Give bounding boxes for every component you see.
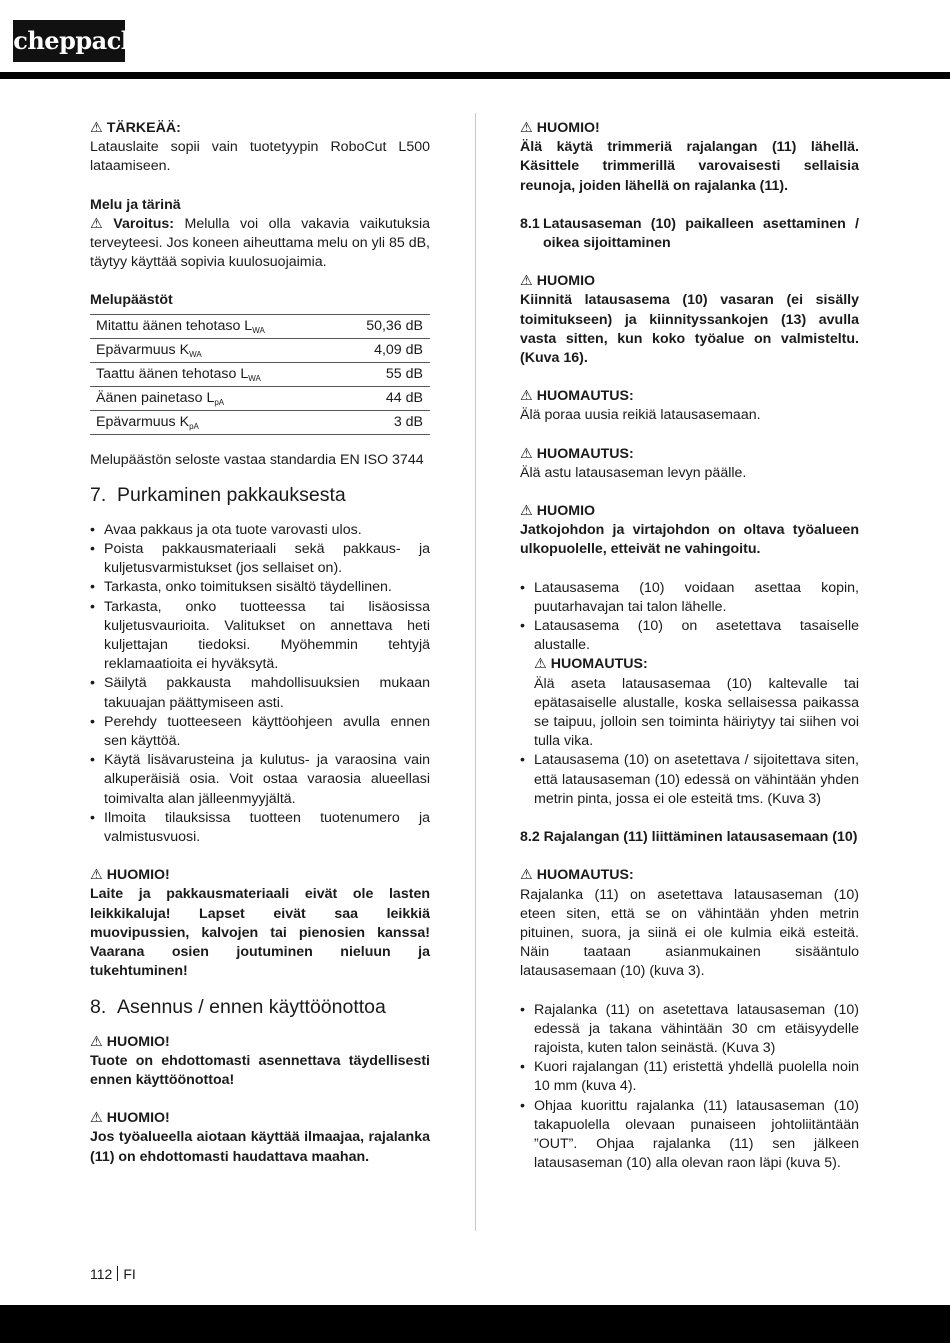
table-row: Mitattu äänen tehotaso $L_{WA}$ 50,36 dB — [90, 314, 430, 338]
list-item: • Poista pakkausmateriaali sekä pakkaus- ja kuljetusvarmistukset (jos sellaiset on). — [90, 540, 430, 578]
note-heading: ⚠ HUOMIO — [520, 273, 596, 290]
warning-triangle-icon: ⚠ — [90, 1110, 103, 1127]
unpacking-list — [90, 521, 430, 847]
caution-text: Älä käytä trimmeriä rajalangan (11) lähellä. Käsittele trimmerillä varovaisesti sellaisia reunoja, joiden lähellä on rajalanka (11). — [520, 139, 859, 194]
caution-heading: ⚠ HUOMIO! — [520, 120, 600, 136]
list-item: • Rajalanka (11) on asetettava latausaseman (10) edessä ja takana vähintään 30 cm etäisyydelle rajoista, kuten talon seinästä. (Kuva 3) — [520, 1001, 859, 1059]
list-item: • Perehdy tuotteeseen käyttöohjeen avulla ennen sen käyttöä. — [90, 713, 430, 751]
important-heading: ⚠ TÄRKEÄÄ: — [90, 120, 181, 136]
boundary-wire-list — [520, 1001, 859, 1174]
table-row: Epävarmuus $K_{WA}$ 4,09 dB — [90, 338, 430, 362]
warning-triangle-icon: ⚠ — [534, 656, 547, 673]
note-text: Älä astu latausaseman levyn päälle. — [520, 464, 747, 481]
warning-triangle-icon: ⚠ — [520, 867, 533, 884]
table-row: Äänen painetaso $L_{pA}$ 44 dB — [90, 386, 430, 410]
caution-heading: ⚠ HUOMIO! — [90, 1033, 170, 1050]
note-text: Älä aseta latausasemaa (10) kaltevalle tai epätasaiselle alustalle, koska sellaisessa paikassa se taipuu, jolloin sen toiminta häiriytyy tai siihen voi tulla vika. — [534, 675, 859, 750]
table-row: Epävarmuus $K_{pA}$ 3 dB — [90, 410, 430, 434]
list-item: • Kuori rajalangan (11) eristettä yhdellä puolella noin 10 mm (kuva 4). — [520, 1058, 859, 1096]
list-item: • Avaa pakkaus ja ota tuote varovasti ulos. — [90, 521, 430, 540]
important-text: Latauslaite sopii vain tuotetyypin RoboCut L500 lataamiseen. — [90, 139, 430, 175]
table-row: Taattu äänen tehotaso $L_{WA}$ 55 dB — [90, 362, 430, 386]
warning-triangle-icon: ⚠ — [90, 867, 103, 884]
list-item: • Ohjaa kuorittu rajalanka (11) latausaseman (10) takapuolella olevaan punaiseen johtoliitäntään ”OUT”. Ohjaa rajalanka (11) sen jälkeen latausaseman (10) alla olevan raon läpi (kuva 5). — [520, 1097, 859, 1174]
caution-heading: ⚠ HUOMIO! — [90, 1110, 170, 1127]
note-text: Rajalanka (11) on asetettava latausaseman (10) eteen siten, että se on vähintään yhden metrin pituinen, suora, ja siinä ei ole kulmia eikä esteitä. Näin taataan asianmukainen sisääntulo latausasemaan (10) (kuva 3). — [520, 886, 859, 980]
list-item: • Ilmoita tilauksissa tuotteen tuotenumero ja valmistusvuosi. — [90, 809, 430, 847]
brand-logo: scheppach — [13, 20, 125, 62]
header-rule — [0, 72, 950, 79]
emissions-heading: Melupäästöt — [90, 292, 173, 309]
right-column — [520, 119, 859, 1173]
note-heading: ⚠ HUOMAUTUS: — [520, 867, 634, 884]
noise-table — [90, 314, 430, 435]
caution-heading: ⚠ HUOMIO! — [90, 867, 170, 884]
page-number: 112 FI — [90, 1266, 136, 1282]
warning-triangle-icon: ⚠ — [90, 120, 103, 136]
warning-triangle-icon: ⚠ — [520, 503, 533, 520]
section-8-2-heading: 8.2 Rajalangan (11) liittäminen latausasemaan (10) — [520, 829, 858, 846]
list-item: • Tarkasta, onko tuotteessa tai lisäosissa kuljetusvaurioita. Valitukset on annettava heti kuljettajan tiedoksi. Myöhemmin tehtyjä reklamaatioita ei hyväksytä. — [90, 598, 430, 675]
footer-bar — [0, 1305, 950, 1343]
list-item: • Latausasema (10) on asetettava / sijoitettava siten, että latausaseman (10) edessä on vähintään yhden metrin pinta, jossa ei ole esteitä tms. (Kuva 3) — [520, 751, 859, 809]
warning-triangle-icon: ⚠ — [90, 215, 110, 232]
noise-heading: Melu ja tärinä — [90, 196, 181, 213]
section-7-heading: 7. Purkaminen pakkauksesta — [90, 483, 346, 506]
warning-paragraph: ⚠ Varoitus: Melulla voi olla vakavia vaikutuksia terveyteesi. Jos koneen aiheuttama melu on yli 85 dB, täytyy käyttää sopivia kuulosuojaimia. — [90, 215, 430, 271]
list-item: • Käytä lisävarusteina ja kulutus- ja varaosina vain alkuperäisiä osia. Voit ostaa varaosia alueellasi toimivalta alan jälleenmyyjältä. — [90, 751, 430, 809]
warning-triangle-icon: ⚠ — [520, 445, 533, 462]
left-column — [90, 119, 430, 1167]
caution-text: Tuote on ehdottomasti asennettava täydellisesti ennen käyttöönottoa! — [90, 1052, 430, 1088]
list-item: • Tarkasta, onko toimituksen sisältö täydellinen. — [90, 578, 430, 597]
warning-triangle-icon: ⚠ — [90, 1033, 103, 1050]
column-divider — [475, 113, 476, 1231]
warning-triangle-icon: ⚠ — [520, 388, 533, 405]
section-8-heading: 8. Asennus / ennen käyttöönottoa — [90, 995, 386, 1018]
caution-text: Jos työalueella aiotaan käyttää ilmaajaa, rajalanka (11) on ehdottomasti haudattava maahan. — [90, 1129, 430, 1165]
note-heading: ⚠ HUOMIO — [520, 503, 596, 520]
list-item: • Säilytä pakkausta mahdollisuuksien mukaan takuuajan päättymiseen asti. — [90, 674, 430, 712]
note-text: Kiinnitä latausasema (10) vasaran (ei sisälly toimitukseen) ja kiinnityssankojen (13) avulla vasta sitten, kun koko työalue on valmisteltu. (Kuva 16). — [520, 292, 859, 367]
list-item: • Latausasema (10) on asetettava tasaiselle alustalle. ⚠ HUOMAUTUS: Älä aseta latausasemaa (10) kaltevalle tai epätasaiselle alustalle, koska sellaisessa paikassa se taipuu, jolloin sen toiminta häiriytyy tai siihen voi tulla vika. — [520, 617, 859, 751]
caution-text: Laite ja pakkausmateriaali eivät ole lasten leikkikaluja! Lapset eivät saa leikkiä muovipussien, kalvojen tai pienosien kanssa! Vaarana osien joutuminen nieluun ja tukehtuminen! — [90, 886, 430, 980]
warning-triangle-icon: ⚠ — [520, 273, 533, 290]
standard-text: Melupäästön seloste vastaa standardia EN ISO 3744 — [90, 451, 424, 468]
placement-list — [520, 579, 859, 809]
note-heading: ⚠ HUOMAUTUS: — [534, 656, 648, 673]
note-heading: ⚠ HUOMAUTUS: — [520, 388, 634, 405]
note-text: Älä poraa uusia reikiä latausasemaan. — [520, 407, 761, 424]
page-number-separator — [117, 1266, 118, 1281]
list-item: • Latausasema (10) voidaan asettaa kopin, puutarhavajan tai talon lähelle. — [520, 579, 859, 617]
warning-triangle-icon: ⚠ — [520, 120, 533, 136]
note-text: Jatkojohdon ja virtajohdon on oltava työalueen ulkopuolelle, etteivät ne vahingoitu. — [520, 522, 859, 558]
section-8-1-heading: 8.1 Latausaseman (10) paikalleen asettaminen / oikea sijoittaminen — [520, 215, 859, 252]
note-heading: ⚠ HUOMAUTUS: — [520, 445, 634, 462]
